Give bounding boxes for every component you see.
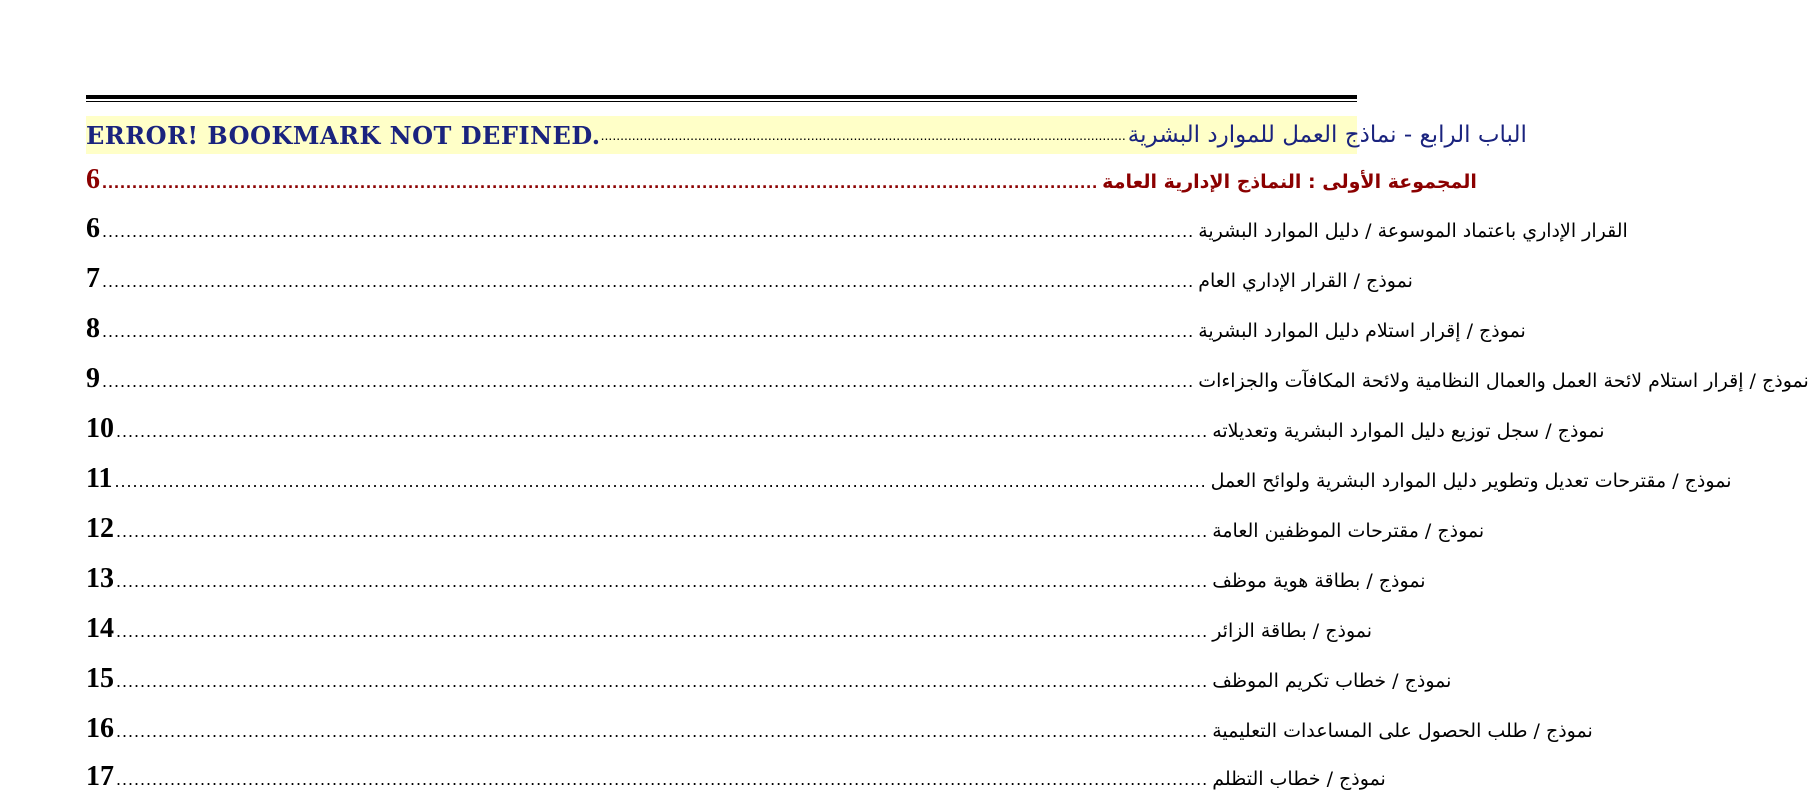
toc-entry-line[interactable] [86,463,1732,495]
toc-group-leader: ...................................................................................................................................................................... [102,172,1099,192]
toc-entry-leader: ...................................................................................................................................................................................... [102,221,1195,241]
toc-entry-leader: ...................................................................................................................................................................................... [116,769,1209,789]
toc-entry-page-number: 12 [86,513,114,544]
toc-entry-leader: ...................................................................................................................................................................................... [114,471,1207,491]
toc-entry-line[interactable] [86,363,1809,395]
toc-entry-page-number: 9 [86,363,100,394]
toc-entry-page-number: 10 [86,413,114,444]
toc-entry-line[interactable] [86,663,1452,695]
toc-entry-line[interactable] [86,761,1386,793]
toc-entry-title: نموذج / بطاقة الزائر [1212,620,1373,642]
toc-group-page-number: 6 [86,164,100,195]
toc-entry-leader: ...................................................................................................................................................................................... [116,621,1209,641]
toc-entry-line[interactable] [86,413,1605,445]
toc-entry-page-number: 16 [86,713,114,744]
toc-entry-title: نموذج / مقترحات الموظفين العامة [1212,520,1485,542]
toc-entry-leader: ...................................................................................................................................................................................... [116,571,1209,591]
toc-entry-title: القرار الإداري باعتماد الموسوعة / دليل الموارد البشرية [1198,220,1628,242]
toc-group-title: المجموعة الأولى : النماذج الإدارية العامة [1102,171,1477,193]
toc-entry-title: نموذج / إقرار استلام لائحة العمل والعمال النظامية ولائحة المكافآت والجزاءات [1198,370,1809,392]
toc-entry-title: نموذج / إقرار استلام دليل الموارد البشرية [1198,320,1526,342]
header-rule-thick [86,95,1357,99]
toc-entry-leader: ...................................................................................................................................................................................... [102,321,1195,341]
toc-entry-leader: ...................................................................................................................................................................................... [116,721,1209,741]
toc-entry-leader: ...................................................................................................................................................................................... [102,271,1195,291]
toc-entry-title: نموذج / طلب الحصول على المساعدات التعليمية [1212,720,1593,742]
toc-chapter-leader: ....................................................................................................................................... [600,127,1126,143]
toc-entry-leader: ...................................................................................................................................................................................... [116,671,1209,691]
toc-entry-title: نموذج / مقترحات تعديل وتطوير دليل الموارد البشرية ولوائح العمل [1210,470,1732,492]
toc-entry-line[interactable] [86,713,1593,745]
header-rule-thin [86,101,1357,102]
toc-entry-page-number: 13 [86,563,114,594]
toc-entry-line[interactable] [86,263,1413,295]
toc-entry-title: نموذج / القرار الإداري العام [1198,270,1413,292]
toc-entry-title: نموذج / خطاب تكريم الموظف [1212,670,1452,692]
toc-chapter-title: الباب الرابع - نماذج العمل للموارد البشرية [1127,122,1527,148]
toc-entry-line[interactable] [86,313,1526,345]
toc-entry-leader: ...................................................................................................................................................................................... [116,421,1209,441]
toc-entry-title: نموذج / سجل توزيع دليل الموارد البشرية وتعديلاته [1212,420,1605,442]
toc-entry-page-number: 7 [86,263,100,294]
toc-entry-page-number: 11 [86,463,113,494]
toc-entry-page-number: 6 [86,213,100,244]
toc-group-line[interactable] [86,164,1477,196]
toc-chapter-page-ref: ERROR! BOOKMARK NOT DEFINED. [86,120,601,150]
toc-entry-page-number: 14 [86,613,114,644]
toc-entry-leader: ...................................................................................................................................................................................... [116,521,1209,541]
toc-entry-line[interactable] [86,613,1373,645]
toc-entry-line[interactable] [86,563,1426,595]
toc-entry-page-number: 17 [86,761,114,792]
toc-entry-leader: ...................................................................................................................................................................................... [102,371,1195,391]
toc-entry-title: نموذج / بطاقة هوية موظف [1212,570,1426,592]
toc-chapter-line[interactable] [86,116,1527,154]
toc-entry-title: نموذج / خطاب التظلم [1212,768,1386,790]
toc-entry-page-number: 15 [86,663,114,694]
toc-entry-page-number: 8 [86,313,100,344]
toc-entry-line[interactable] [86,213,1628,245]
toc-entry-line[interactable] [86,513,1485,545]
